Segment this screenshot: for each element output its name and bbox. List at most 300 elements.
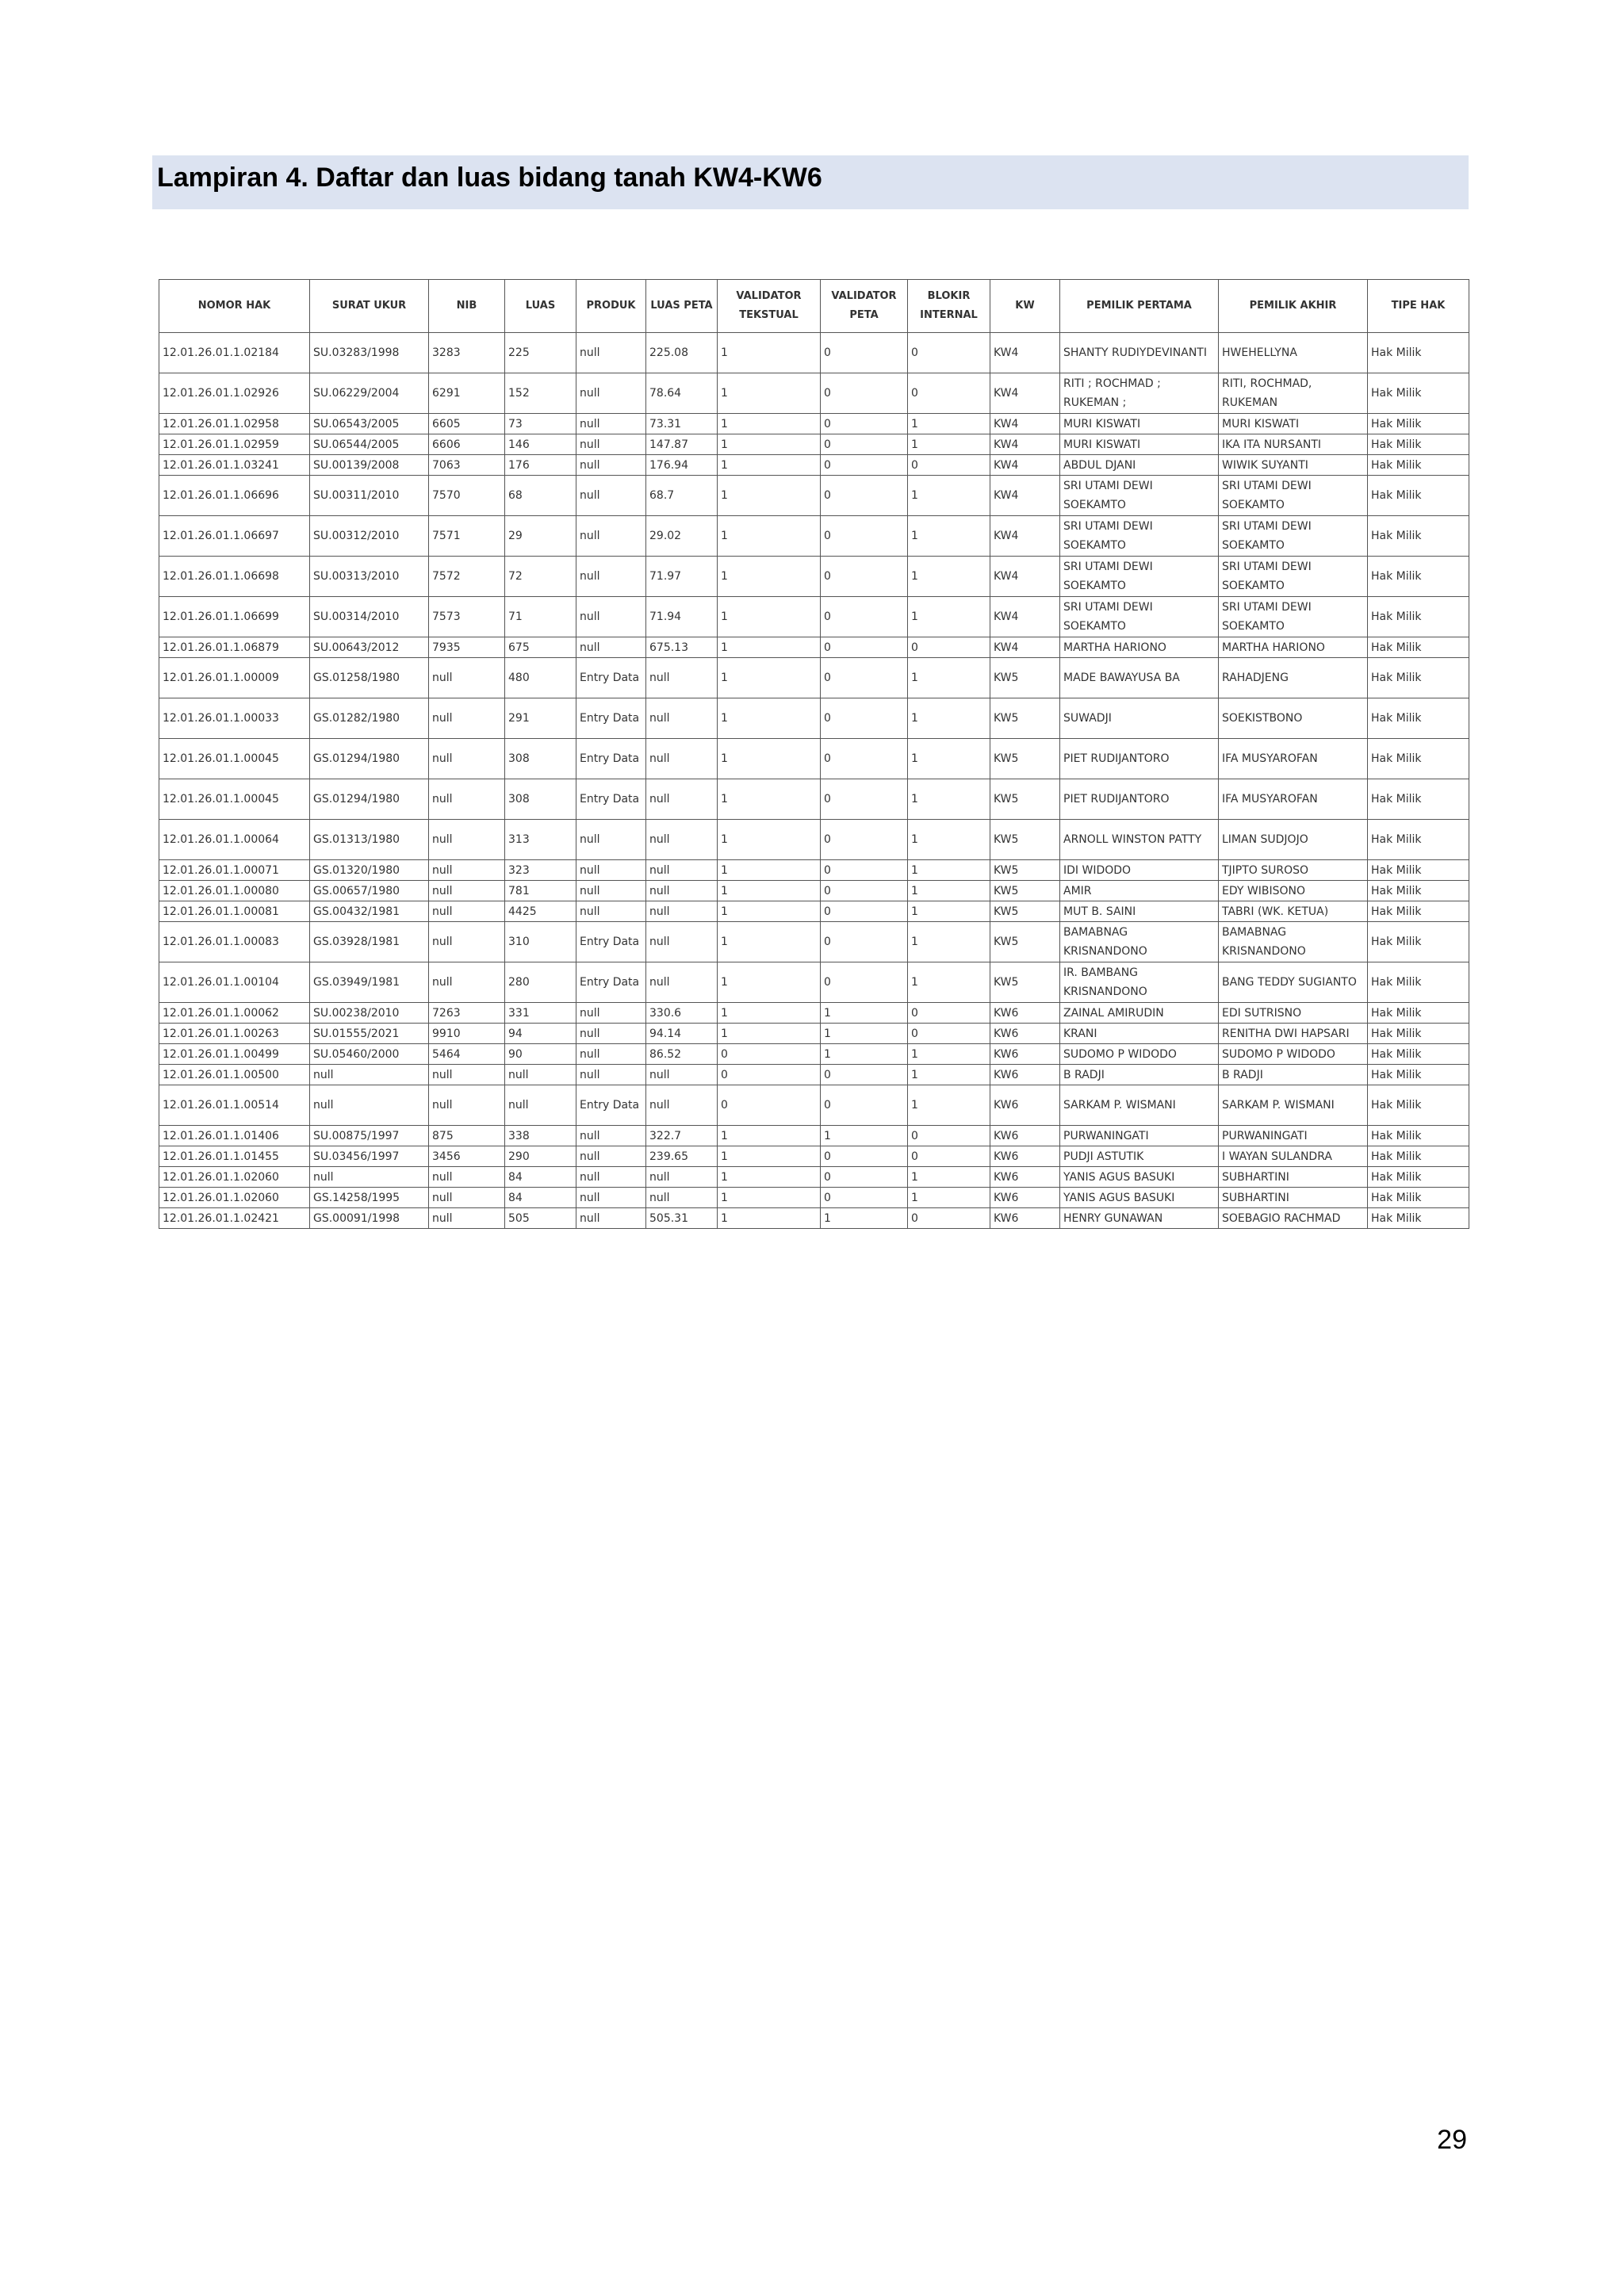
- table-cell: null: [429, 1065, 505, 1085]
- column-header: KW: [990, 280, 1060, 333]
- table-cell: KW6: [990, 1003, 1060, 1024]
- table-cell: 1: [908, 881, 990, 901]
- table-cell: 1: [718, 1003, 821, 1024]
- table-cell: Hak Milik: [1368, 1085, 1469, 1126]
- table-cell: 12.01.26.01.1.01406: [159, 1126, 310, 1146]
- table-cell: SU.06544/2005: [310, 434, 429, 455]
- table-cell: 84: [505, 1167, 576, 1188]
- table-cell: null: [429, 1167, 505, 1188]
- table-cell: null: [576, 455, 646, 476]
- table-cell: 12.01.26.01.1.02184: [159, 333, 310, 373]
- table-cell: Hak Milik: [1368, 333, 1469, 373]
- table-cell: 0: [821, 739, 908, 779]
- table-cell: Hak Milik: [1368, 1024, 1469, 1044]
- table-cell: 1: [908, 860, 990, 881]
- table-cell: IFA MUSYAROFAN: [1219, 779, 1368, 820]
- table-cell: 1: [718, 434, 821, 455]
- table-cell: 1: [908, 414, 990, 434]
- table-cell: 1: [908, 557, 990, 597]
- column-header: NIB: [429, 280, 505, 333]
- table-cell: Hak Milik: [1368, 1188, 1469, 1208]
- table-cell: 12.01.26.01.1.00500: [159, 1065, 310, 1085]
- table-cell: null: [646, 658, 718, 698]
- table-cell: 7935: [429, 637, 505, 658]
- table-cell: 1: [908, 820, 990, 860]
- table-row: [159, 434, 1469, 455]
- table-cell: 1: [908, 962, 990, 1003]
- table-cell: null: [576, 1167, 646, 1188]
- table-header: [159, 280, 1469, 333]
- table-cell: Hak Milik: [1368, 739, 1469, 779]
- table-cell: null: [576, 516, 646, 557]
- table-cell: null: [429, 1188, 505, 1208]
- table-cell: SU.03283/1998: [310, 333, 429, 373]
- table-cell: HENRY GUNAWAN: [1060, 1208, 1219, 1229]
- table-cell: 12.01.26.01.1.02959: [159, 434, 310, 455]
- column-header: NOMOR HAK: [159, 280, 310, 333]
- table-cell: 0: [718, 1044, 821, 1065]
- table-cell: 0: [821, 901, 908, 922]
- table-cell: 313: [505, 820, 576, 860]
- table-cell: SUDOMO P WIDODO: [1219, 1044, 1368, 1065]
- table-cell: 1: [718, 455, 821, 476]
- table-cell: SRI UTAMI DEWI SOEKAMTO: [1060, 516, 1219, 557]
- table-cell: HWEHELLYNA: [1219, 333, 1368, 373]
- table-cell: SU.00139/2008: [310, 455, 429, 476]
- table-cell: 1: [718, 557, 821, 597]
- table-cell: null: [576, 434, 646, 455]
- appendix-title: Lampiran 4. Daftar dan luas bidang tanah KW4-KW6: [157, 163, 822, 193]
- table-cell: 71.97: [646, 557, 718, 597]
- table-cell: 1: [718, 922, 821, 962]
- table-cell: Hak Milik: [1368, 698, 1469, 739]
- table-cell: 1: [718, 1188, 821, 1208]
- table-cell: 12.01.26.01.1.00033: [159, 698, 310, 739]
- table-cell: 1: [908, 516, 990, 557]
- table-cell: 7263: [429, 1003, 505, 1024]
- table-cell: GS.01294/1980: [310, 779, 429, 820]
- table-cell: B RADJI: [1219, 1065, 1368, 1085]
- table-cell: 84: [505, 1188, 576, 1208]
- table-cell: Hak Milik: [1368, 516, 1469, 557]
- table-row: [159, 1024, 1469, 1044]
- table-cell: 505: [505, 1208, 576, 1229]
- table-cell: 0: [821, 922, 908, 962]
- table-cell: 675: [505, 637, 576, 658]
- table-cell: KW4: [990, 373, 1060, 414]
- table-cell: 12.01.26.01.1.06696: [159, 476, 310, 516]
- table-cell: 12.01.26.01.1.00499: [159, 1044, 310, 1065]
- table-cell: SRI UTAMI DEWI SOEKAMTO: [1219, 516, 1368, 557]
- table-cell: 7063: [429, 455, 505, 476]
- table-cell: 1: [718, 597, 821, 637]
- table-row: [159, 1146, 1469, 1167]
- table-cell: 0: [908, 373, 990, 414]
- table-cell: null: [429, 1085, 505, 1126]
- table-cell: B RADJI: [1060, 1065, 1219, 1085]
- table-cell: 6291: [429, 373, 505, 414]
- table-cell: null: [505, 1065, 576, 1085]
- table-cell: 0: [908, 1003, 990, 1024]
- table-cell: 875: [429, 1126, 505, 1146]
- table-cell: 1: [718, 658, 821, 698]
- table-cell: SU.00238/2010: [310, 1003, 429, 1024]
- table-cell: BANG TEDDY SUGIANTO: [1219, 962, 1368, 1003]
- table-cell: Hak Milik: [1368, 373, 1469, 414]
- table-cell: 12.01.26.01.1.02926: [159, 373, 310, 414]
- table-cell: 1: [718, 739, 821, 779]
- table-cell: IFA MUSYAROFAN: [1219, 739, 1368, 779]
- column-header: VALIDATOR TEKSTUAL: [718, 280, 821, 333]
- table-row: [159, 779, 1469, 820]
- column-header: LUAS PETA: [646, 280, 718, 333]
- table-cell: SU.06543/2005: [310, 414, 429, 434]
- table-cell: 1: [908, 1044, 990, 1065]
- table-cell: SUWADJI: [1060, 698, 1219, 739]
- table-cell: SU.00312/2010: [310, 516, 429, 557]
- table-cell: null: [646, 922, 718, 962]
- table-cell: null: [646, 962, 718, 1003]
- table-cell: MADE BAWAYUSA BA: [1060, 658, 1219, 698]
- table-cell: null: [310, 1085, 429, 1126]
- table-cell: 1: [908, 922, 990, 962]
- table-cell: KW4: [990, 476, 1060, 516]
- table-row: [159, 455, 1469, 476]
- table-cell: 0: [908, 1024, 990, 1044]
- table-cell: 1: [908, 1065, 990, 1085]
- table-cell: null: [310, 1167, 429, 1188]
- table-cell: 1: [718, 333, 821, 373]
- table-cell: 1: [718, 860, 821, 881]
- table-cell: Hak Milik: [1368, 597, 1469, 637]
- table-cell: MURI KISWATI: [1060, 414, 1219, 434]
- table-cell: KW6: [990, 1065, 1060, 1085]
- table-cell: SUBHARTINI: [1219, 1188, 1368, 1208]
- table-cell: 12.01.26.01.1.02060: [159, 1188, 310, 1208]
- table-cell: MURI KISWATI: [1219, 414, 1368, 434]
- table-cell: SU.00313/2010: [310, 557, 429, 597]
- table-cell: KW6: [990, 1126, 1060, 1146]
- table-cell: 0: [821, 373, 908, 414]
- table-row: [159, 1188, 1469, 1208]
- table-cell: 1: [908, 1167, 990, 1188]
- table-cell: null: [576, 1126, 646, 1146]
- table-cell: KW6: [990, 1085, 1060, 1126]
- table-cell: 1: [908, 779, 990, 820]
- table-cell: Entry Data: [576, 922, 646, 962]
- table-cell: 1: [908, 698, 990, 739]
- table-cell: KW5: [990, 922, 1060, 962]
- table-cell: 0: [821, 860, 908, 881]
- table-cell: TABRI (WK. KETUA): [1219, 901, 1368, 922]
- table-cell: Entry Data: [576, 739, 646, 779]
- table-cell: 0: [821, 1188, 908, 1208]
- table-cell: ABDUL DJANI: [1060, 455, 1219, 476]
- table-cell: YANIS AGUS BASUKI: [1060, 1188, 1219, 1208]
- table-cell: null: [576, 597, 646, 637]
- table-cell: null: [576, 1024, 646, 1044]
- table-cell: 3283: [429, 333, 505, 373]
- table-cell: SRI UTAMI DEWI SOEKAMTO: [1060, 476, 1219, 516]
- table-cell: KW4: [990, 455, 1060, 476]
- table-cell: GS.00432/1981: [310, 901, 429, 922]
- table-cell: null: [576, 333, 646, 373]
- table-cell: null: [429, 962, 505, 1003]
- table-cell: 1: [718, 1126, 821, 1146]
- table-cell: SU.01555/2021: [310, 1024, 429, 1044]
- table-cell: 12.01.26.01.1.00083: [159, 922, 310, 962]
- table-cell: 1: [908, 476, 990, 516]
- table-cell: Hak Milik: [1368, 901, 1469, 922]
- table-cell: null: [646, 1167, 718, 1188]
- table-cell: ZAINAL AMIRUDIN: [1060, 1003, 1219, 1024]
- table-cell: 1: [821, 1003, 908, 1024]
- table-cell: 0: [908, 637, 990, 658]
- table-cell: KW4: [990, 516, 1060, 557]
- table-cell: RITI ; ROCHMAD ; RUKEMAN ;: [1060, 373, 1219, 414]
- table-cell: null: [429, 1208, 505, 1229]
- table-cell: 12.01.26.01.1.00514: [159, 1085, 310, 1126]
- table-cell: IDI WIDODO: [1060, 860, 1219, 881]
- table-cell: GS.01320/1980: [310, 860, 429, 881]
- table-cell: null: [505, 1085, 576, 1126]
- table-cell: 1: [718, 962, 821, 1003]
- table-cell: 5464: [429, 1044, 505, 1065]
- table-cell: Hak Milik: [1368, 1003, 1469, 1024]
- table-cell: null: [576, 820, 646, 860]
- table-cell: 0: [821, 1085, 908, 1126]
- table-row: [159, 414, 1469, 434]
- table-cell: 176.94: [646, 455, 718, 476]
- table-cell: Hak Milik: [1368, 1167, 1469, 1188]
- table-cell: Hak Milik: [1368, 1065, 1469, 1085]
- table-cell: 1: [718, 779, 821, 820]
- table-cell: null: [576, 414, 646, 434]
- table-cell: Hak Milik: [1368, 557, 1469, 597]
- table-cell: Hak Milik: [1368, 455, 1469, 476]
- table-cell: 94: [505, 1024, 576, 1044]
- table-cell: 7570: [429, 476, 505, 516]
- table-cell: null: [576, 1146, 646, 1167]
- table-cell: GS.00091/1998: [310, 1208, 429, 1229]
- column-header: LUAS: [505, 280, 576, 333]
- table-body: [159, 333, 1469, 1229]
- column-header: PEMILIK PERTAMA: [1060, 280, 1219, 333]
- table-cell: SU.00875/1997: [310, 1126, 429, 1146]
- table-cell: 1: [718, 476, 821, 516]
- table-cell: Entry Data: [576, 1085, 646, 1126]
- table-cell: 1: [908, 901, 990, 922]
- table-cell: AMIR: [1060, 881, 1219, 901]
- table-cell: KW6: [990, 1024, 1060, 1044]
- table-cell: 1: [821, 1044, 908, 1065]
- column-header: BLOKIR INTERNAL: [908, 280, 990, 333]
- table-cell: KW5: [990, 881, 1060, 901]
- table-cell: RENITHA DWI HAPSARI: [1219, 1024, 1368, 1044]
- table-cell: PURWANINGATI: [1219, 1126, 1368, 1146]
- table-cell: 0: [821, 414, 908, 434]
- table-cell: MUT B. SAINI: [1060, 901, 1219, 922]
- table-cell: KW5: [990, 658, 1060, 698]
- table-cell: EDY WIBISONO: [1219, 881, 1368, 901]
- table-cell: null: [429, 820, 505, 860]
- table-cell: null: [429, 698, 505, 739]
- table-cell: KW4: [990, 557, 1060, 597]
- table-row: [159, 881, 1469, 901]
- table-cell: null: [576, 637, 646, 658]
- table-cell: 78.64: [646, 373, 718, 414]
- table-row: [159, 820, 1469, 860]
- table-cell: I WAYAN SULANDRA: [1219, 1146, 1368, 1167]
- table-cell: SU.03456/1997: [310, 1146, 429, 1167]
- table-cell: GS.01313/1980: [310, 820, 429, 860]
- table-cell: 6606: [429, 434, 505, 455]
- table-cell: 338: [505, 1126, 576, 1146]
- table-cell: null: [429, 658, 505, 698]
- table-cell: 12.01.26.01.1.00071: [159, 860, 310, 881]
- table-cell: SARKAM P. WISMANI: [1060, 1085, 1219, 1126]
- table-cell: SU.06229/2004: [310, 373, 429, 414]
- land-parcel-table-container: [159, 279, 1469, 1229]
- table-cell: SRI UTAMI DEWI SOEKAMTO: [1219, 476, 1368, 516]
- table-cell: null: [429, 881, 505, 901]
- column-header: VALIDATOR PETA: [821, 280, 908, 333]
- table-cell: 1: [718, 516, 821, 557]
- table-cell: 0: [821, 779, 908, 820]
- table-cell: 72: [505, 557, 576, 597]
- table-cell: null: [646, 1065, 718, 1085]
- table-cell: TJIPTO SUROSO: [1219, 860, 1368, 881]
- table-cell: 308: [505, 739, 576, 779]
- table-cell: null: [576, 860, 646, 881]
- table-cell: PIET RUDIJANTORO: [1060, 739, 1219, 779]
- table-cell: Hak Milik: [1368, 881, 1469, 901]
- table-row: [159, 1208, 1469, 1229]
- column-header: PEMILIK AKHIR: [1219, 280, 1368, 333]
- table-cell: RAHADJENG: [1219, 658, 1368, 698]
- table-cell: null: [576, 1065, 646, 1085]
- table-cell: 308: [505, 779, 576, 820]
- table-cell: 86.52: [646, 1044, 718, 1065]
- table-cell: Hak Milik: [1368, 860, 1469, 881]
- table-cell: null: [576, 1003, 646, 1024]
- table-cell: Hak Milik: [1368, 637, 1469, 658]
- table-cell: 1: [718, 637, 821, 658]
- table-cell: 0: [908, 1126, 990, 1146]
- table-cell: 0: [908, 455, 990, 476]
- table-cell: 6605: [429, 414, 505, 434]
- table-cell: 0: [821, 476, 908, 516]
- table-cell: LIMAN SUDJOJO: [1219, 820, 1368, 860]
- table-cell: 0: [908, 1146, 990, 1167]
- table-cell: SUDOMO P WIDODO: [1060, 1044, 1219, 1065]
- table-row: [159, 333, 1469, 373]
- table-cell: Hak Milik: [1368, 962, 1469, 1003]
- table-cell: 323: [505, 860, 576, 881]
- table-cell: Hak Milik: [1368, 434, 1469, 455]
- page-number: 29: [1437, 2125, 1467, 2155]
- table-cell: 94.14: [646, 1024, 718, 1044]
- table-cell: 290: [505, 1146, 576, 1167]
- table-cell: 12.01.26.01.1.00263: [159, 1024, 310, 1044]
- table-cell: 310: [505, 922, 576, 962]
- table-cell: null: [576, 881, 646, 901]
- table-cell: 90: [505, 1044, 576, 1065]
- table-cell: 1: [908, 1188, 990, 1208]
- table-cell: KW6: [990, 1146, 1060, 1167]
- table-cell: 12.01.26.01.1.06699: [159, 597, 310, 637]
- table-row: [159, 476, 1469, 516]
- column-header: TIPE HAK: [1368, 280, 1469, 333]
- table-cell: 480: [505, 658, 576, 698]
- table-cell: null: [429, 901, 505, 922]
- table-cell: 1: [908, 434, 990, 455]
- table-cell: 0: [821, 434, 908, 455]
- table-cell: 12.01.26.01.1.03241: [159, 455, 310, 476]
- table-cell: 12.01.26.01.1.00104: [159, 962, 310, 1003]
- table-cell: SRI UTAMI DEWI SOEKAMTO: [1060, 557, 1219, 597]
- table-cell: null: [646, 1188, 718, 1208]
- table-cell: null: [310, 1065, 429, 1085]
- table-cell: 12.01.26.01.1.00045: [159, 739, 310, 779]
- table-cell: null: [576, 476, 646, 516]
- table-cell: 0: [821, 658, 908, 698]
- table-cell: 12.01.26.01.1.06698: [159, 557, 310, 597]
- table-cell: 0: [718, 1085, 821, 1126]
- table-cell: 0: [821, 1065, 908, 1085]
- table-cell: null: [429, 779, 505, 820]
- table-cell: 1: [821, 1208, 908, 1229]
- table-cell: 781: [505, 881, 576, 901]
- table-cell: 1: [821, 1126, 908, 1146]
- table-cell: ARNOLL WINSTON PATTY: [1060, 820, 1219, 860]
- table-row: [159, 658, 1469, 698]
- table-cell: 152: [505, 373, 576, 414]
- table-cell: 147.87: [646, 434, 718, 455]
- table-cell: YANIS AGUS BASUKI: [1060, 1167, 1219, 1188]
- table-cell: KW5: [990, 860, 1060, 881]
- header-row: [159, 280, 1469, 333]
- table-cell: null: [576, 1208, 646, 1229]
- table-row: [159, 860, 1469, 881]
- table-cell: 12.01.26.01.1.00062: [159, 1003, 310, 1024]
- table-cell: PIET RUDIJANTORO: [1060, 779, 1219, 820]
- table-cell: 239.65: [646, 1146, 718, 1167]
- table-cell: 12.01.26.01.1.01455: [159, 1146, 310, 1167]
- table-cell: 1: [908, 658, 990, 698]
- table-cell: 0: [821, 881, 908, 901]
- table-cell: 322.7: [646, 1126, 718, 1146]
- table-cell: 12.01.26.01.1.00080: [159, 881, 310, 901]
- table-row: [159, 1065, 1469, 1085]
- table-cell: 12.01.26.01.1.00081: [159, 901, 310, 922]
- table-cell: KW4: [990, 333, 1060, 373]
- table-cell: KW5: [990, 820, 1060, 860]
- table-cell: 1: [718, 698, 821, 739]
- table-cell: Hak Milik: [1368, 820, 1469, 860]
- table-cell: 0: [821, 333, 908, 373]
- table-cell: null: [576, 557, 646, 597]
- table-cell: GS.03928/1981: [310, 922, 429, 962]
- table-cell: Entry Data: [576, 779, 646, 820]
- table-cell: Hak Milik: [1368, 1146, 1469, 1167]
- table-row: [159, 557, 1469, 597]
- table-cell: 12.01.26.01.1.06697: [159, 516, 310, 557]
- table-cell: 1: [718, 901, 821, 922]
- table-cell: 0: [821, 962, 908, 1003]
- table-row: [159, 1003, 1469, 1024]
- table-cell: null: [576, 901, 646, 922]
